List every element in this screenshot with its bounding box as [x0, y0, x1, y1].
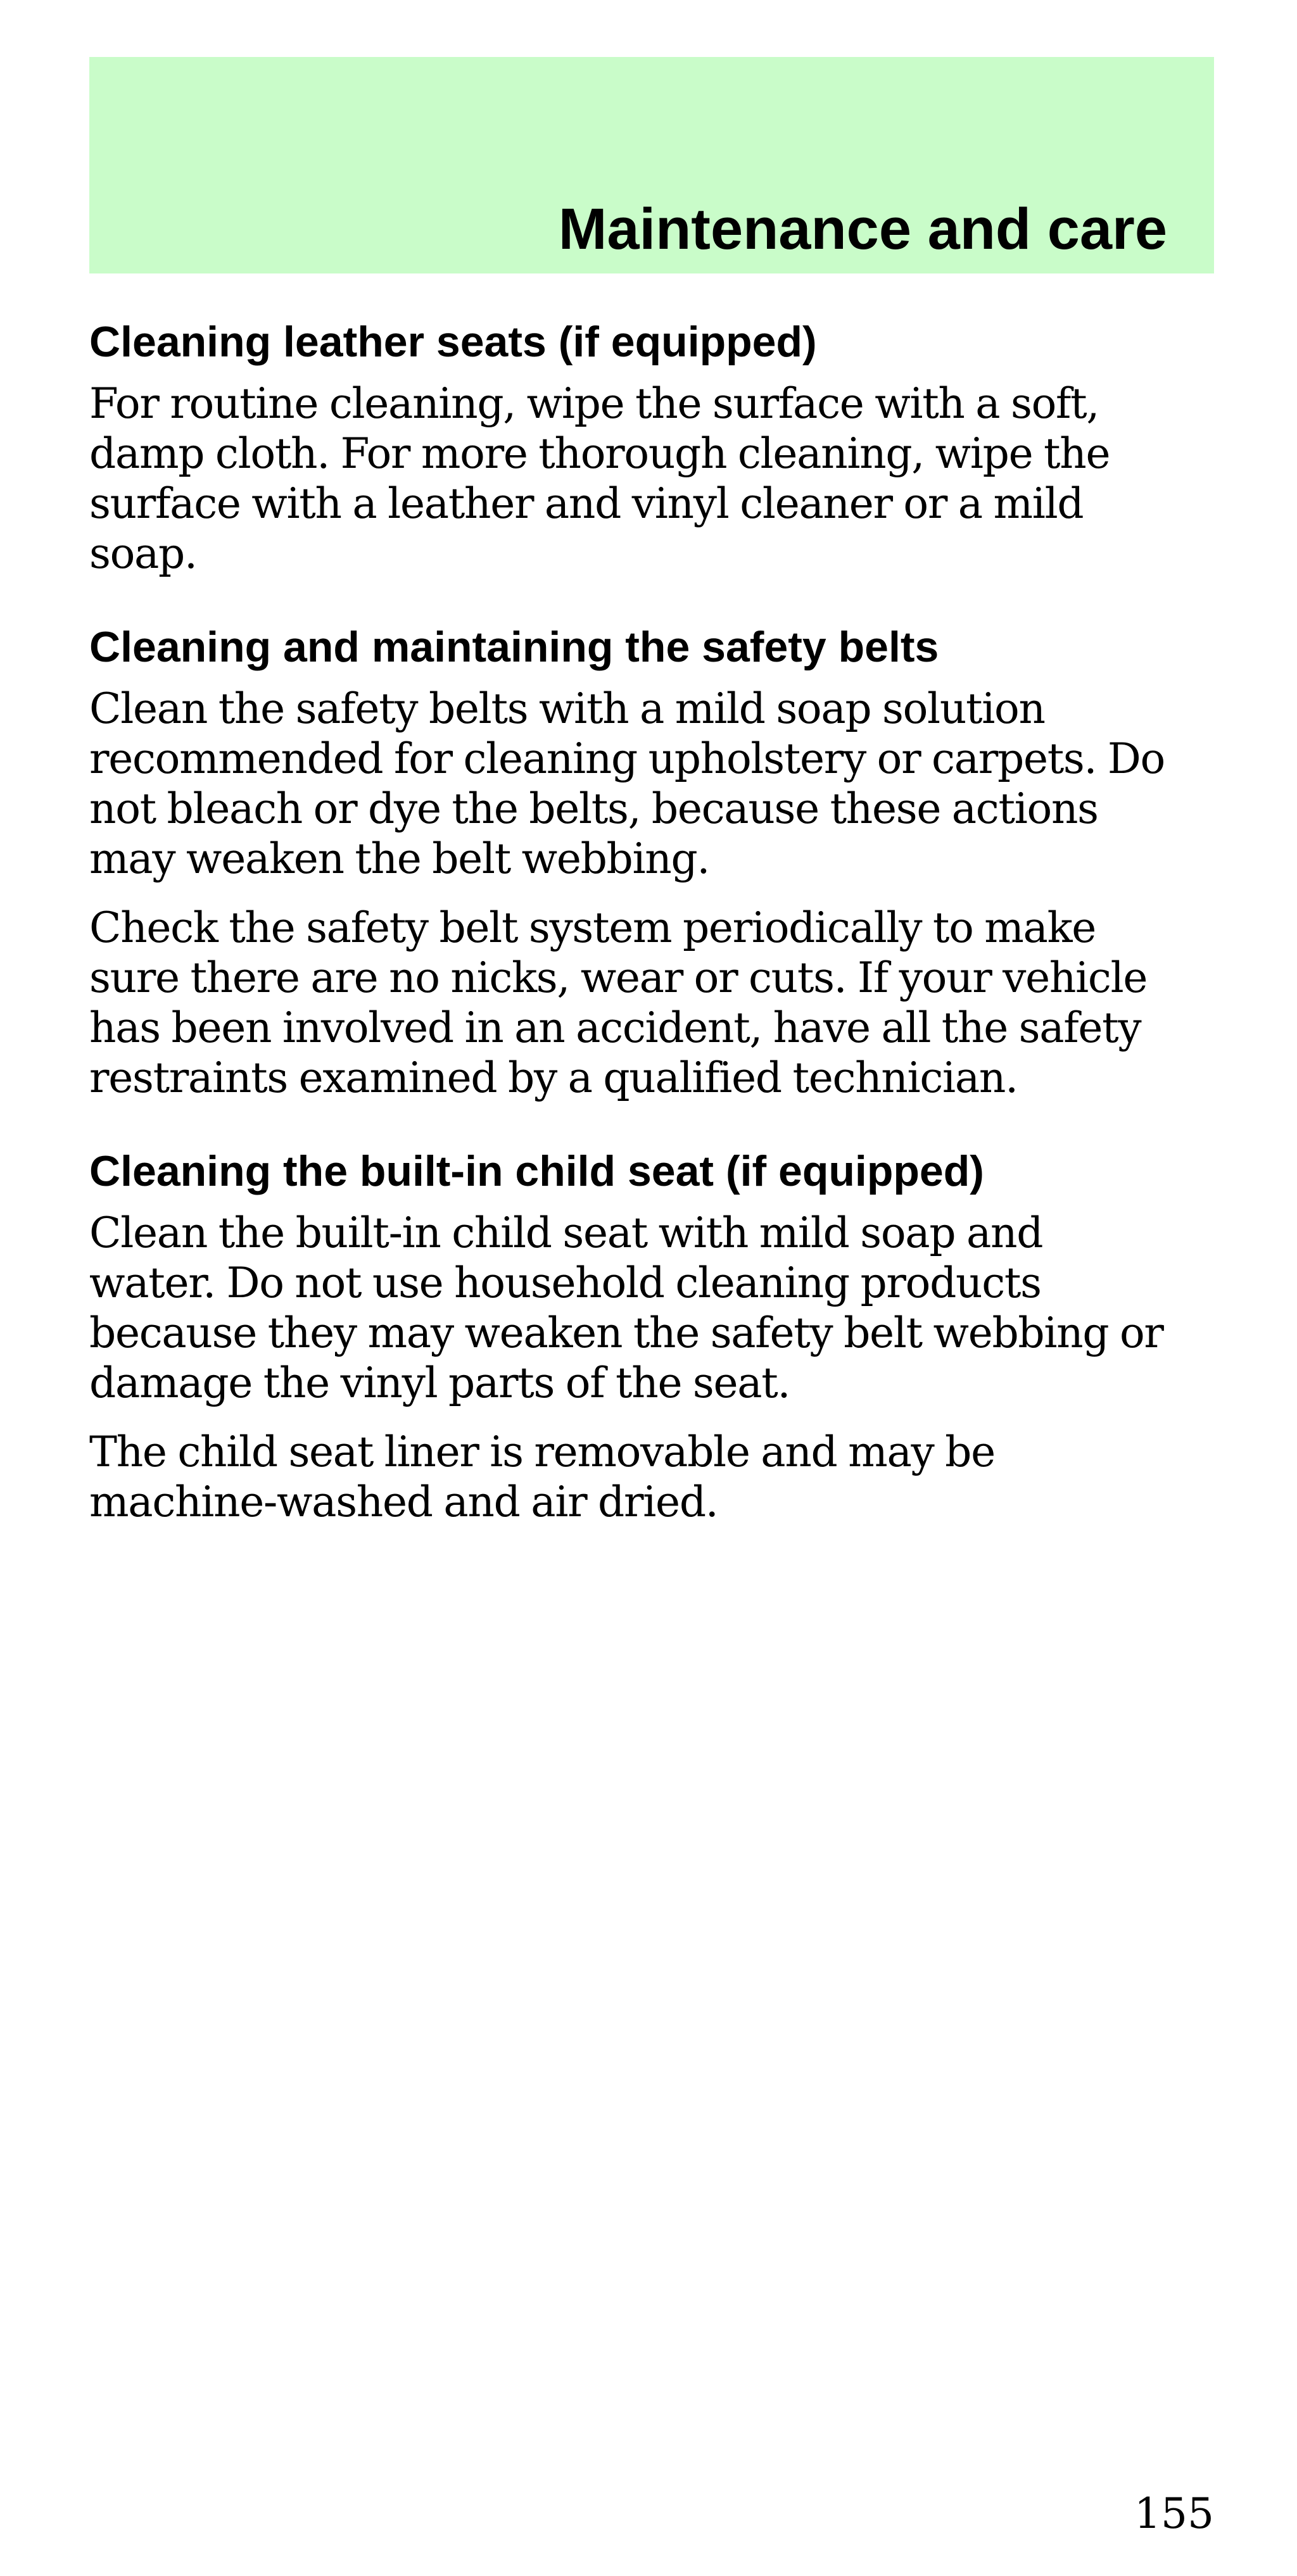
text-line: water. Do not use household cleaning products [89, 1259, 1041, 1307]
text-line: For routine cleaning, wipe the surface with a soft, [89, 379, 1099, 428]
text-line: sure there are no nicks, wear or cuts. If your vehicle [89, 953, 1148, 1002]
text-line: not bleach or dye the belts, because these actions [89, 784, 1098, 833]
section-heading: Cleaning the built-in child seat (if equipped) [89, 1147, 984, 1195]
text-line: recommended for cleaning upholstery or carpets. Do [89, 734, 1165, 783]
section-child-seat [89, 1146, 1229, 1527]
header-band [89, 57, 1214, 273]
text-line: Check the safety belt system periodically to make [89, 903, 1096, 952]
paragraph [89, 903, 1229, 1103]
text-line: restraints examined by a qualified technician. [89, 1053, 1018, 1102]
section-safety-belts [89, 622, 1229, 1103]
section-heading: Cleaning and maintaining the safety belts [89, 623, 939, 671]
text-line: The child seat liner is removable and may be [89, 1428, 995, 1476]
content [89, 317, 1229, 1570]
text-line: soap. [89, 529, 197, 578]
section-leather-seats [89, 317, 1229, 579]
text-line: Clean the safety belts with a mild soap solution [89, 684, 1045, 733]
page-title: Maintenance and care [558, 197, 1167, 261]
text-line: machine-washed and air dried. [89, 1478, 718, 1526]
text-line: may weaken the belt webbing. [89, 834, 710, 883]
paragraph [89, 1427, 1229, 1527]
paragraph [89, 684, 1229, 884]
text-line: Clean the built-in child seat with mild soap and [89, 1209, 1043, 1257]
text-line: because they may weaken the safety belt webbing or [89, 1309, 1163, 1357]
text-line: damage the vinyl parts of the seat. [89, 1359, 790, 1407]
section-heading: Cleaning leather seats (if equipped) [89, 318, 817, 366]
page-number: 155 [1134, 2489, 1214, 2538]
text-line: has been involved in an accident, have all the safety [89, 1003, 1141, 1052]
text-line: damp cloth. For more thorough cleaning, wipe the [89, 429, 1110, 478]
paragraph [89, 1208, 1229, 1408]
text-line: surface with a leather and vinyl cleaner or a mild [89, 479, 1084, 528]
paragraph [89, 379, 1229, 579]
